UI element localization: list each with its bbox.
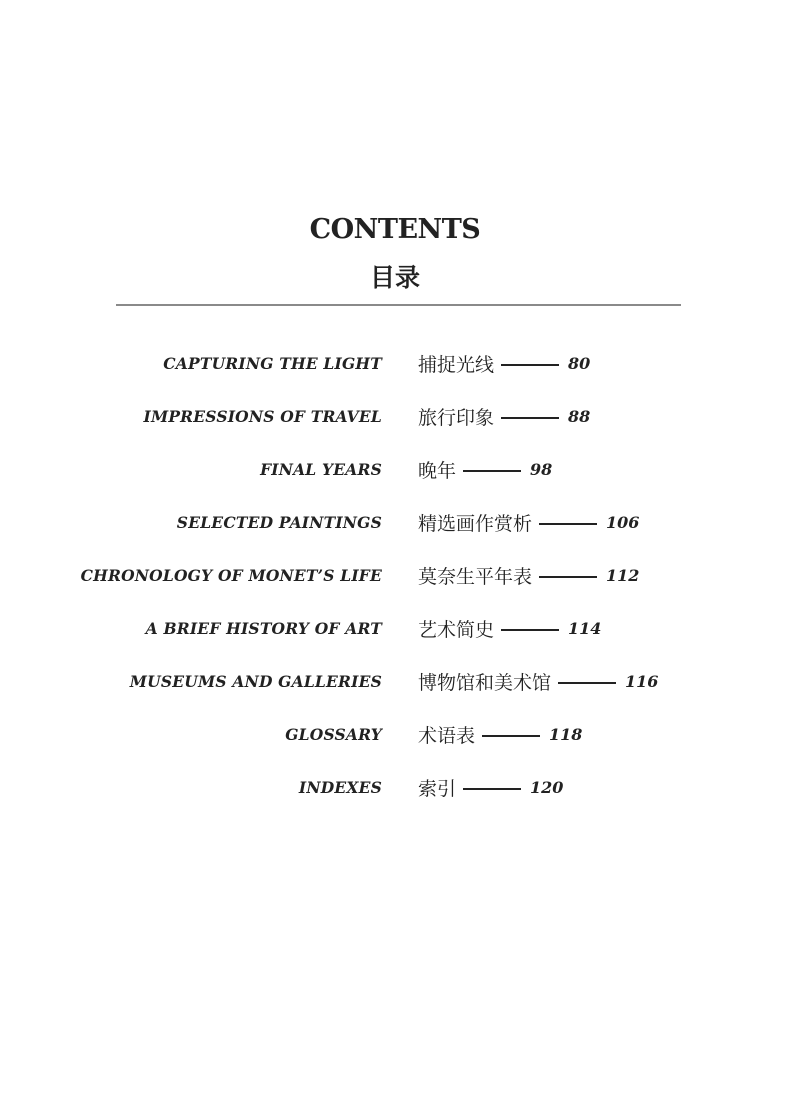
contents-entry[interactable] <box>0 609 790 662</box>
entry-title-en: GLOSSARY <box>285 725 382 744</box>
entry-title-en: SELECTED PAINTINGS <box>176 513 382 532</box>
entry-page-number: 112 <box>606 566 640 585</box>
entry-page-number: 116 <box>625 672 659 691</box>
leader-line <box>501 417 559 419</box>
entry-title-zh: 术语表 <box>418 725 476 747</box>
leader-line <box>463 788 521 790</box>
entry-title-zh: 博物馆和美术馆 <box>418 672 552 694</box>
leader-line <box>501 364 559 366</box>
entry-title-zh: 捕捉光线 <box>418 354 495 376</box>
leader-line <box>463 470 521 472</box>
contents-entry[interactable] <box>0 344 790 397</box>
leader-line <box>539 576 597 578</box>
leader-line <box>539 523 597 525</box>
contents-entry[interactable] <box>0 768 790 821</box>
contents-entry[interactable] <box>0 503 790 556</box>
entry-page-number: 114 <box>568 619 602 638</box>
entry-title-en: CHRONOLOGY OF MONET’S LIFE <box>80 566 382 585</box>
entry-title-en: A BRIEF HISTORY OF ART <box>145 619 382 638</box>
entry-title-en: IMPRESSIONS OF TRAVEL <box>143 407 382 426</box>
entry-title-en: CAPTURING THE LIGHT <box>163 354 382 373</box>
entry-title-zh: 旅行印象 <box>418 407 495 429</box>
contents-entry[interactable] <box>0 715 790 768</box>
entry-page-number: 118 <box>549 725 583 744</box>
page-title: CONTENTS <box>309 214 481 245</box>
leader-line <box>501 629 559 631</box>
leader-line <box>558 682 616 684</box>
entry-title-en: INDEXES <box>298 778 382 797</box>
divider <box>116 304 681 306</box>
contents-entry[interactable] <box>0 397 790 450</box>
contents-list <box>0 344 790 821</box>
entry-page-number: 106 <box>606 513 640 532</box>
contents-entry[interactable] <box>0 450 790 503</box>
contents-entry[interactable] <box>0 662 790 715</box>
entry-title-zh: 晚年 <box>418 460 457 482</box>
entry-page-number: 98 <box>530 460 553 479</box>
entry-title-en: MUSEUMS AND GALLERIES <box>129 672 382 691</box>
leader-line <box>482 735 540 737</box>
entry-page-number: 88 <box>568 407 591 426</box>
entry-title-zh: 莫奈生平年表 <box>418 566 533 588</box>
entry-page-number: 120 <box>530 778 564 797</box>
entry-title-en: FINAL YEARS <box>260 460 382 479</box>
contents-entry[interactable] <box>0 556 790 609</box>
entry-title-zh: 索引 <box>418 778 457 800</box>
entry-page-number: 80 <box>568 354 591 373</box>
entry-title-zh: 精选画作赏析 <box>418 513 533 535</box>
page-title-chinese: 目录 <box>369 263 420 292</box>
entry-title-zh: 艺术简史 <box>418 619 495 641</box>
